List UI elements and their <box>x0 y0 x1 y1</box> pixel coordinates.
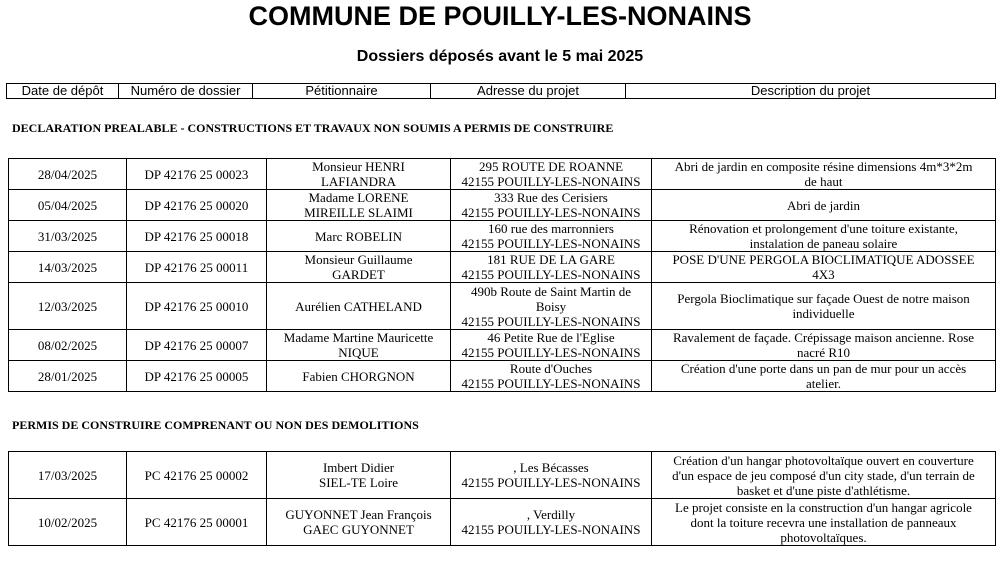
cell-petitionnaire-line: Fabien CHORGNON <box>302 368 415 384</box>
cell-adresse <box>451 159 652 190</box>
cell-adresse-line: , Verdilly <box>526 507 576 522</box>
cell-description <box>652 159 996 190</box>
cell-description <box>652 330 996 361</box>
cell-adresse <box>451 221 652 252</box>
cell-adresse-line: Boisy <box>535 298 567 314</box>
cell-adresse <box>451 252 652 283</box>
cell-adresse <box>451 361 652 392</box>
cell-date: 14/03/2025 <box>9 252 127 283</box>
cell-adresse <box>451 190 652 221</box>
cell-date: 12/03/2025 <box>9 283 127 330</box>
cell-adresse-line: 42155 POUILLY-LES-NONAINS <box>461 205 641 220</box>
column-header-description: Description du projet <box>626 84 996 99</box>
cell-description-line: Pergola Bioclimatique sur façade Ouest de notre maison <box>677 291 970 306</box>
cell-description <box>652 221 996 252</box>
cell-petitionnaire-line: Madame Martine Mauricette <box>283 330 434 345</box>
cell-adresse <box>451 283 652 330</box>
page-title: COMMUNE DE POUILLY-LES-NONAINS <box>248 1 752 31</box>
table-row <box>9 283 996 330</box>
cell-description <box>652 283 996 330</box>
cell-description-line: POSE D'UNE PERGOLA BIOCLIMATIQUE ADOSSEE <box>672 252 975 267</box>
cell-petitionnaire-line: SIEL-TE Loire <box>318 475 399 490</box>
cell-petitionnaire <box>267 452 451 499</box>
column-header-numero: Numéro de dossier <box>119 84 253 99</box>
cell-description <box>652 190 996 221</box>
cell-description-line: Le projet consiste en la construction d'un hangar agricole <box>675 499 972 515</box>
cell-adresse <box>451 330 652 361</box>
cell-adresse-line: 333 Rue des Cerisiers <box>494 190 608 205</box>
cell-date: 31/03/2025 <box>9 221 127 252</box>
cell-date: 17/03/2025 <box>9 452 127 499</box>
cell-petitionnaire <box>267 361 451 392</box>
cell-date: 28/04/2025 <box>9 159 127 190</box>
column-header-petitionnaire: Pétitionnaire <box>253 84 431 99</box>
cell-numero: DP 42176 25 00011 <box>127 252 267 283</box>
cell-date: 10/02/2025 <box>9 499 127 546</box>
cell-description-line: 4X3 <box>812 267 835 282</box>
cell-description-line: d'un espace de jeu composé d'un city stade, d'un terrain de <box>672 467 975 483</box>
cell-petitionnaire-line: Madame LORENE <box>308 190 409 205</box>
cell-description-line: Création d'un hangar photovoltaïque ouvert en couverture <box>673 452 974 468</box>
cell-adresse-line: 46 Petite Rue de l'Eglise <box>487 330 615 345</box>
pc-table <box>8 451 996 546</box>
cell-description-line: Ravalement de façade. Crépissage maison ancienne. Rose <box>672 330 975 345</box>
cell-petitionnaire-line: GAEC GUYONNET <box>303 522 414 537</box>
cell-adresse <box>451 452 652 499</box>
cell-description-line: de haut <box>804 174 843 189</box>
cell-adresse-line: 42155 POUILLY-LES-NONAINS <box>461 376 641 391</box>
section-heading-dp: DECLARATION PREALABLE - CONSTRUCTIONS ET TRAVAUX NON SOUMIS A PERMIS DE CONSTRUIRE <box>12 121 614 135</box>
cell-description <box>652 361 996 392</box>
cell-description-line: Création d'une porte dans un pan de mur pour un accès <box>680 361 967 376</box>
cell-adresse-line: 490b Route de Saint Martin de <box>471 283 631 299</box>
table-row <box>9 452 996 499</box>
cell-description-line: Abri de jardin <box>787 197 860 213</box>
table-row <box>9 221 996 252</box>
cell-numero: DP 42176 25 00020 <box>127 190 267 221</box>
cell-petitionnaire <box>267 499 451 546</box>
cell-numero: DP 42176 25 00023 <box>127 159 267 190</box>
cell-description-line: nacré R10 <box>796 345 851 360</box>
cell-numero: DP 42176 25 00005 <box>127 361 267 392</box>
page-subtitle: Dossiers déposés avant le 5 mai 2025 <box>356 48 644 65</box>
cell-adresse-line: 42155 POUILLY-LES-NONAINS <box>461 475 641 490</box>
cell-petitionnaire <box>267 159 451 190</box>
cell-adresse-line: 295 ROUTE DE ROANNE <box>478 159 624 174</box>
table-row <box>9 330 996 361</box>
cell-numero: PC 42176 25 00001 <box>127 499 267 546</box>
cell-adresse <box>451 499 652 546</box>
cell-adresse-line: 42155 POUILLY-LES-NONAINS <box>461 267 641 282</box>
cell-petitionnaire <box>267 221 451 252</box>
cell-adresse-line: Route d'Ouches <box>509 361 593 376</box>
cell-adresse-line: 42155 POUILLY-LES-NONAINS <box>461 313 641 329</box>
cell-petitionnaire-line: Monsieur HENRI <box>312 159 405 174</box>
cell-date: 05/04/2025 <box>9 190 127 221</box>
cell-numero: DP 42176 25 00007 <box>127 330 267 361</box>
column-header-adresse: Adresse du projet <box>431 84 626 99</box>
column-header-table <box>6 83 996 99</box>
cell-petitionnaire <box>267 252 451 283</box>
cell-petitionnaire-line: Imbert Didier <box>322 460 395 475</box>
cell-description-line: atelier. <box>805 376 841 391</box>
cell-petitionnaire <box>267 283 451 330</box>
cell-adresse-line: 181 RUE DE LA GARE <box>487 252 615 267</box>
cell-numero: DP 42176 25 00010 <box>127 283 267 330</box>
table-row <box>9 361 996 392</box>
cell-description-line: photovoltaïques. <box>780 529 867 545</box>
cell-petitionnaire-line: LAFIANDRA <box>320 174 397 189</box>
table-row <box>9 499 996 546</box>
cell-description-line: Rénovation et prolongement d'une toiture existante, <box>689 221 958 236</box>
cell-petitionnaire <box>267 330 451 361</box>
cell-description-line: individuelle <box>792 306 855 321</box>
cell-petitionnaire-line: GUYONNET Jean François <box>285 507 432 522</box>
cell-petitionnaire-line: Marc ROBELIN <box>314 228 402 244</box>
cell-description <box>652 499 996 546</box>
cell-adresse-line: 42155 POUILLY-LES-NONAINS <box>461 236 641 251</box>
cell-date: 28/01/2025 <box>9 361 127 392</box>
cell-petitionnaire-line: Monsieur Guillaume <box>304 252 413 267</box>
table-row <box>9 190 996 221</box>
cell-numero: PC 42176 25 00002 <box>127 452 267 499</box>
cell-description <box>652 452 996 499</box>
cell-petitionnaire-line: NIQUE <box>338 345 379 360</box>
table-row <box>9 159 996 190</box>
cell-description-line: dont la toiture recevra une installation de panneaux <box>690 514 957 530</box>
cell-adresse-line: 160 rue des marronniers <box>488 221 614 236</box>
cell-description-line: instalation de paneau solaire <box>749 236 898 251</box>
section-heading-pc: PERMIS DE CONSTRUIRE COMPRENANT OU NON DES DEMOLITIONS <box>12 418 419 432</box>
cell-description-line: Abri de jardin en composite résine dimensions 4m*3*2m <box>674 159 973 174</box>
cell-date: 08/02/2025 <box>9 330 127 361</box>
cell-description <box>652 252 996 283</box>
cell-petitionnaire-line: Aurélien CATHELAND <box>295 298 422 314</box>
column-header-date: Date de dépôt <box>7 84 119 99</box>
cell-adresse-line: 42155 POUILLY-LES-NONAINS <box>461 345 641 360</box>
cell-numero: DP 42176 25 00018 <box>127 221 267 252</box>
cell-adresse-line: 42155 POUILLY-LES-NONAINS <box>461 522 641 537</box>
dp-table <box>8 158 996 392</box>
cell-petitionnaire <box>267 190 451 221</box>
cell-description-line: basket et d'une piste d'athlétisme. <box>736 482 911 498</box>
cell-adresse-line: 42155 POUILLY-LES-NONAINS <box>461 174 641 189</box>
table-row <box>9 252 996 283</box>
cell-petitionnaire-line: MIREILLE SLAIMI <box>304 205 413 220</box>
cell-adresse-line: , Les Bécasses <box>513 460 589 475</box>
cell-petitionnaire-line: GARDET <box>332 267 385 282</box>
